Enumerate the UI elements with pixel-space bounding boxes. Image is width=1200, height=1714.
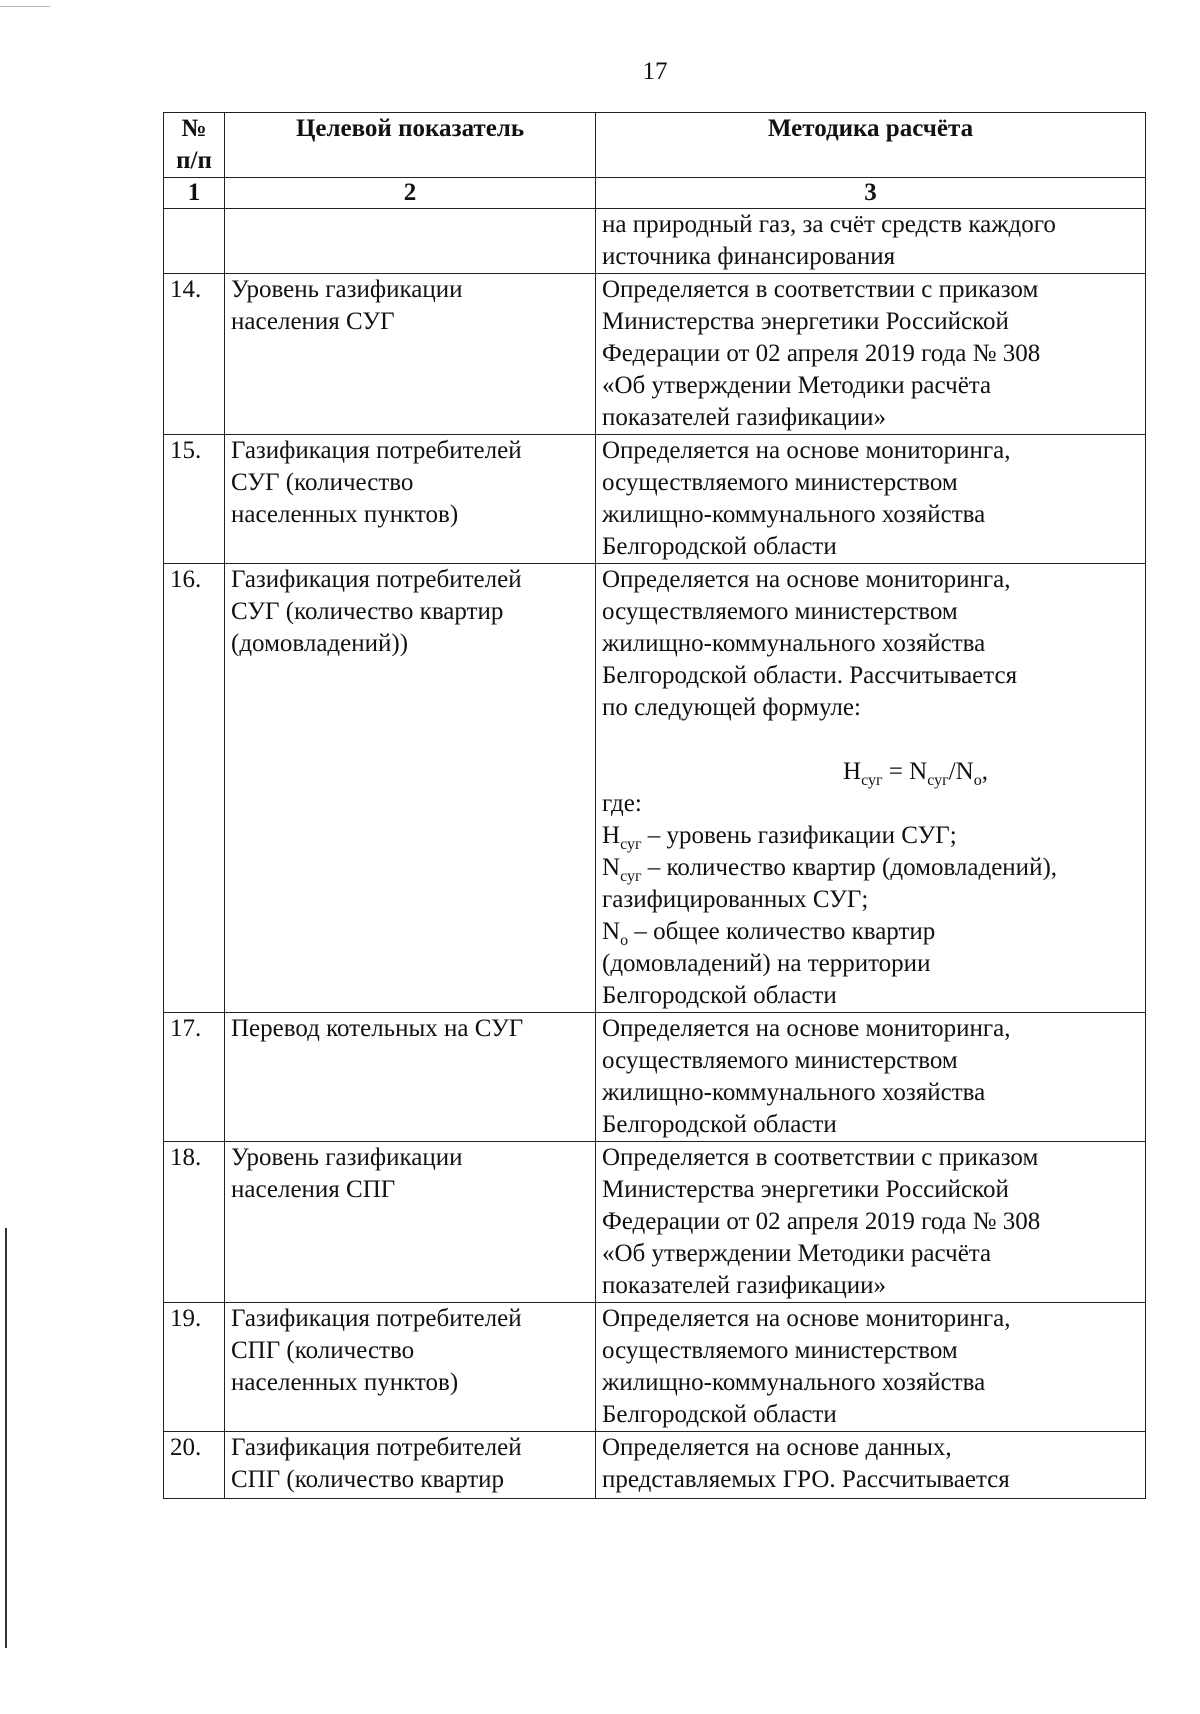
indicator-cell xyxy=(225,435,596,564)
method-line: осуществляемого министерством xyxy=(602,1337,958,1364)
definition-line xyxy=(602,980,1139,1012)
method-line: представляемых ГРО. Рассчитывается xyxy=(602,1466,1010,1493)
column-number-row xyxy=(164,178,1146,209)
indicator-line: Перевод котельных на СУГ xyxy=(231,1015,524,1042)
table-row xyxy=(164,274,1146,435)
row-number: 16. xyxy=(164,564,225,1013)
method-line: жилищно-коммунального хозяйства xyxy=(602,1369,986,1396)
indicator-line: населения СУГ xyxy=(231,308,395,335)
definition-line xyxy=(602,852,1139,884)
formula-part: , xyxy=(981,758,988,785)
method-line: осуществляемого министерством xyxy=(602,598,958,625)
continuation-row xyxy=(164,209,1146,274)
row-number: 20. xyxy=(164,1432,225,1499)
method-line: Федерации от 02 апреля 2019 года № 308 xyxy=(602,1208,1041,1235)
column-number: 3 xyxy=(596,178,1146,209)
method-line: Белгородской области xyxy=(602,533,837,560)
where-label: где: xyxy=(602,790,642,817)
method-line: «Об утверждении Методики расчёта xyxy=(602,372,992,399)
method-line: Белгородской области xyxy=(602,1401,837,1428)
method-line: Федерации от 02 апреля 2019 года № 308 xyxy=(602,340,1041,367)
method-line: Определяется на основе мониторинга, xyxy=(602,1015,1011,1042)
indicator-line: населенных пунктов) xyxy=(231,501,459,528)
definition-symbol: N xyxy=(602,918,621,945)
definition-text: (домовладений) на территории xyxy=(602,950,931,977)
indicator-line: населения СПГ xyxy=(231,1176,396,1203)
page-number: 17 xyxy=(642,58,668,85)
column-number: 1 xyxy=(164,178,225,209)
formula-part: суг xyxy=(927,772,949,789)
indicator-line: (домовладений)) xyxy=(231,630,409,657)
definition-text: Белгородской области xyxy=(602,982,837,1009)
definition-symbol: Н xyxy=(602,822,621,849)
formula-part: = xyxy=(882,758,910,785)
method-line: Министерства энергетики Российской xyxy=(602,1176,1009,1203)
indicator-line: Газификация потребителей xyxy=(231,566,522,593)
indicator-line: Газификация потребителей xyxy=(231,437,522,464)
indicator-cell xyxy=(225,564,596,1013)
indicator-line: Уровень газификации xyxy=(231,276,463,303)
definition-line xyxy=(602,884,1139,916)
method-cell xyxy=(596,1303,1146,1432)
header-indicator: Целевой показатель xyxy=(225,113,596,178)
indicator-line: Уровень газификации xyxy=(231,1144,463,1171)
indicator-line: СУГ (количество xyxy=(231,469,414,496)
definition-subscript: о xyxy=(620,932,629,949)
indicator-cell xyxy=(225,1303,596,1432)
definition-line xyxy=(602,948,1139,980)
method-line: на природный газ, за счёт средств каждого xyxy=(602,211,1056,238)
indicator-line: СПГ (количество квартир xyxy=(231,1466,505,1493)
definition-subscript: суг xyxy=(620,836,642,853)
indicator-cell xyxy=(225,1142,596,1303)
header-row xyxy=(164,113,1146,178)
formula xyxy=(602,756,1139,788)
definition-text: газифицированных СУГ; xyxy=(602,886,869,913)
method-cell xyxy=(596,1432,1146,1499)
method-line: жилищно-коммунального хозяйства xyxy=(602,1079,986,1106)
table-row xyxy=(164,435,1146,564)
row-number: 18. xyxy=(164,1142,225,1303)
formula-part: о xyxy=(973,772,982,789)
indicators-table xyxy=(163,112,1146,1499)
definition-line xyxy=(602,916,1139,948)
method-line: Определяется в соответствии с приказом xyxy=(602,276,1039,303)
method-line: жилищно-коммунального хозяйства xyxy=(602,630,986,657)
indicator-cell xyxy=(225,274,596,435)
method-cell xyxy=(596,564,1146,1013)
method-cell xyxy=(596,209,1146,274)
table-row xyxy=(164,1432,1146,1499)
method-line: осуществляемого министерством xyxy=(602,1047,958,1074)
method-line: Министерства энергетики Российской xyxy=(602,308,1009,335)
method-line: по следующей формуле: xyxy=(602,694,861,721)
definition-symbol: N xyxy=(602,854,621,881)
row-number: 15. xyxy=(164,435,225,564)
header-num: № п/п xyxy=(164,113,225,178)
method-cell xyxy=(596,274,1146,435)
method-line: Определяется на основе мониторинга, xyxy=(602,566,1011,593)
indicator-line: СПГ (количество xyxy=(231,1337,415,1364)
method-line: жилищно-коммунального хозяйства xyxy=(602,501,986,528)
method-line: источника финансирования xyxy=(602,243,896,270)
indicator-line: СУГ (количество квартир xyxy=(231,598,504,625)
column-number: 2 xyxy=(225,178,596,209)
method-cell xyxy=(596,1142,1146,1303)
formula-part: N xyxy=(909,758,928,785)
table-row xyxy=(164,1142,1146,1303)
method-line: показателей газификации» xyxy=(602,404,886,431)
method-line: Определяется на основе мониторинга, xyxy=(602,437,1011,464)
definition-line xyxy=(602,820,1139,852)
method-cell xyxy=(596,435,1146,564)
method-line: Определяется на основе мониторинга, xyxy=(602,1305,1011,1332)
row-number: 14. xyxy=(164,274,225,435)
method-line: показателей газификации» xyxy=(602,1272,886,1299)
method-line: осуществляемого министерством xyxy=(602,469,958,496)
definition-text: – общее количество квартир xyxy=(628,918,936,945)
indicator-line: Газификация потребителей xyxy=(231,1434,522,1461)
header-method: Методика расчёта xyxy=(596,113,1146,178)
indicator-cell xyxy=(225,1013,596,1142)
indicator-line: Газификация потребителей xyxy=(231,1305,522,1332)
method-line: «Об утверждении Методики расчёта xyxy=(602,1240,992,1267)
indicator-cell xyxy=(225,1432,596,1499)
row-number: 19. xyxy=(164,1303,225,1432)
definition-subscript: суг xyxy=(620,868,642,885)
definition-text: – количество квартир (домовладений), xyxy=(641,854,1058,881)
indicator-line: населенных пунктов) xyxy=(231,1369,459,1396)
scan-mark xyxy=(0,6,50,7)
method-line: Определяется в соответствии с приказом xyxy=(602,1144,1039,1171)
method-line: Определяется на основе данных, xyxy=(602,1434,952,1461)
formula-part: /N xyxy=(948,758,974,785)
table-row xyxy=(164,1013,1146,1142)
definition-text: – уровень газификации СУГ; xyxy=(641,822,957,849)
scan-edge-line xyxy=(5,1228,7,1648)
formula-part: Н xyxy=(843,758,862,785)
method-line: Белгородской области xyxy=(602,1111,837,1138)
row-number: 17. xyxy=(164,1013,225,1142)
method-line: Белгородской области. Рассчитывается xyxy=(602,662,1018,689)
formula-part: суг xyxy=(861,772,883,789)
table-row xyxy=(164,564,1146,1013)
method-cell xyxy=(596,1013,1146,1142)
table-row xyxy=(164,1303,1146,1432)
